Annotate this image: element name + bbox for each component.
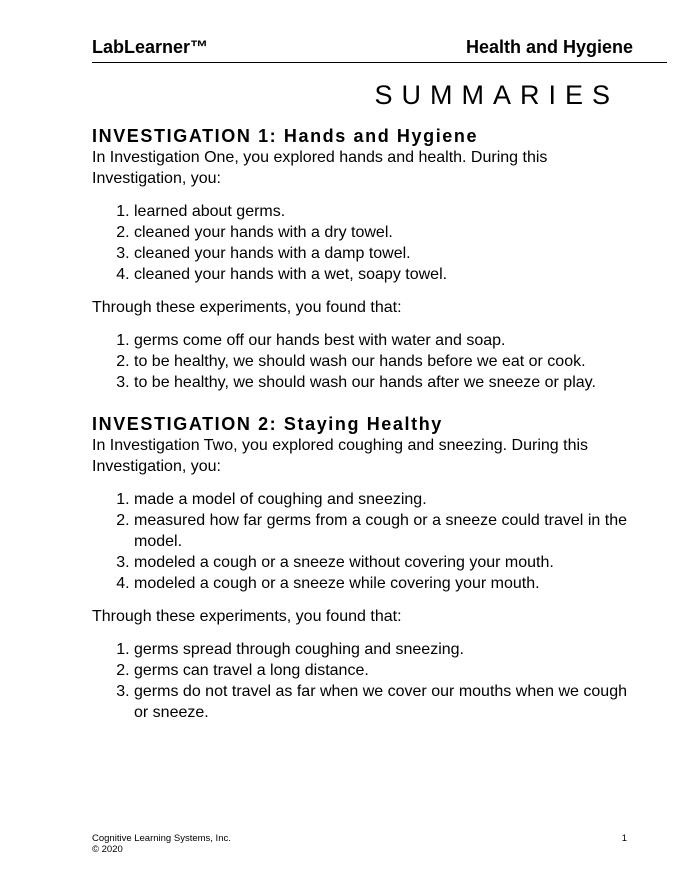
main-content (92, 125, 627, 735)
investigation-2-heading: INVESTIGATION 2: Staying Healthy (92, 414, 443, 434)
list-item: 4. modeled a cough or a sneeze while covering your mouth. (134, 573, 627, 594)
list-item: 3. to be healthy, we should wash our hands after we sneeze or play. (134, 372, 627, 393)
investigation-1-activities (92, 201, 627, 285)
investigation-1-findings (92, 330, 627, 393)
header-subject: Health and Hygiene (465, 37, 633, 57)
list-item: 1. learned about germs. (134, 201, 627, 222)
footer-copyright: © 2020 (92, 844, 123, 855)
list-item: 3. modeled a cough or a sneeze without covering your mouth. (134, 552, 627, 573)
investigation-1-intro: In Investigation One, you explored hands and health. During this Investigation, you: (92, 149, 548, 187)
header-divider (92, 62, 667, 63)
page-title: SUMMARIES (374, 80, 619, 110)
list-item: 2. germs can travel a long distance. (134, 660, 627, 681)
list-item: 1. germs come off our hands best with water and soap. (134, 330, 627, 351)
list-item: 1. made a model of coughing and sneezing. (134, 489, 627, 510)
investigation-2-intro: In Investigation Two, you explored coughing and sneezing. During this Investigation, you: (92, 437, 589, 475)
investigation-2-findings-intro: Through these experiments, you found that: (92, 608, 402, 625)
investigation-1-heading: INVESTIGATION 1: Hands and Hygiene (92, 126, 479, 146)
footer-company: Cognitive Learning Systems, Inc. (92, 833, 231, 844)
list-item: 1. germs spread through coughing and sneezing. (134, 639, 627, 660)
footer-credits (92, 833, 231, 855)
page-footer (92, 833, 627, 855)
list-item: 4. cleaned your hands with a wet, soapy towel. (134, 264, 627, 285)
investigation-1-findings-intro: Through these experiments, you found that: (92, 299, 402, 316)
list-item: 2. cleaned your hands with a dry towel. (134, 222, 627, 243)
investigation-2-findings (92, 639, 627, 723)
list-item: 2. measured how far germs from a cough or a sneeze could travel in the model. (134, 510, 627, 552)
list-item: 3. cleaned your hands with a damp towel. (134, 243, 627, 264)
list-item: 2. to be healthy, we should wash our hands before we eat or cook. (134, 351, 627, 372)
header-brand: LabLearner™ (92, 37, 209, 57)
page-number: 1 (621, 833, 627, 844)
list-item: 3. germs do not travel as far when we cover our mouths when we cough or sneeze. (134, 681, 627, 723)
investigation-2-activities (92, 489, 627, 594)
page-header (92, 37, 633, 58)
